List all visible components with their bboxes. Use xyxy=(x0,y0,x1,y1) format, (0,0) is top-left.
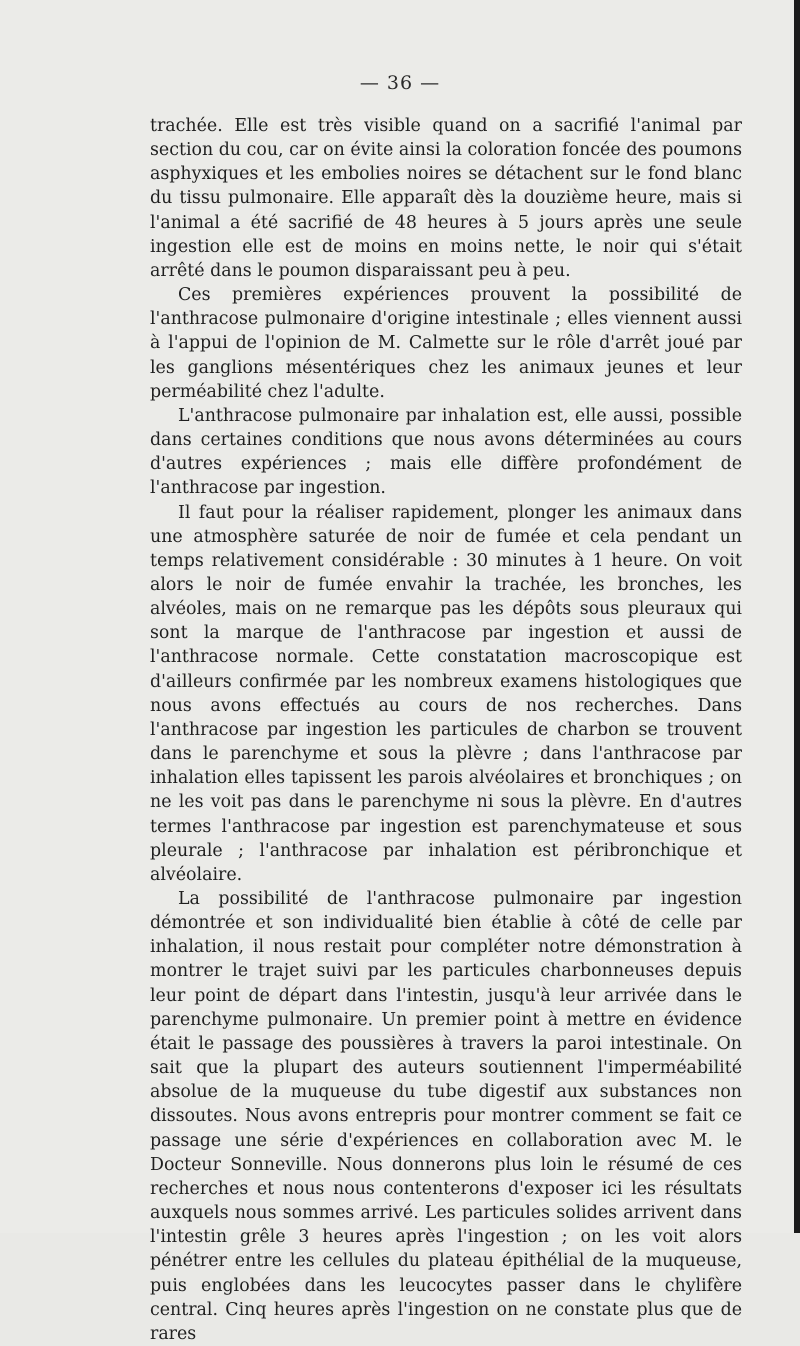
paragraph: L'anthracose pulmonaire par inhalation est, elle aussi, possible dans certaines conditions que nous avons déterminées au cours d'autres expériences ; mais elle diffère profondément de l'anthracose par ingestion. xyxy=(150,405,742,499)
page-edge-shadow xyxy=(794,0,800,1233)
page-number: — 36 — xyxy=(359,72,441,94)
paragraph: Il faut pour la réaliser rapidement, plonger les animaux dans une atmosphère saturée de noir de fumée et cela pendant un temps relativement considérable : 30 minutes à 1 heure. On voit alors le noir de fumée envahir la trachée, les bronches, les alvéoles, mais on ne remarque pas les dépôts sous pleuraux qui sont la marque de l'anthracose par ingestion et aussi de l'anthracose normale. Cette constatation macroscopique est d'ailleurs confirmée par les nombreux examens histologiques que nous avons effectués au cours de nos recherches. Dans l'anthracose par ingestion les particules de charbon se trouvent dans le parenchyme et sous la plèvre ; dans l'anthracose par inhalation elles tapissent les parois alvéolaires et bronchiques ; on ne les voit pas dans le parenchyme ni sous la plèvre. En d'autres termes l'anthracose par ingestion est parenchymateuse et sous pleurale ; l'anthracose par inhalation est péribronchique et alvéolaire. xyxy=(150,502,742,885)
paragraph: La possibilité de l'anthracose pulmonaire par ingestion démontrée et son individualité bien établie à côté de celle par inhalation, il nous restait pour compléter notre démonstration à montrer le trajet suivi par les particules charbonneuses depuis leur point de départ dans l'intestin, jusqu'à leur arrivée dans le parenchyme pulmonaire. Un premier point à mettre en évidence était le passage des poussières à travers la paroi intestinale. On sait que la plupart des auteurs soutiennent l'imperméabilité absolue de la muqueuse du tube digestif aux substances non dissoutes. Nous avons entrepris pour montrer comment se fait ce passage une série d'expériences en collaboration avec M. le Docteur Sonneville. Nous donnerons plus loin le résumé de ces recherches et nous nous contenterons d'exposer ici les résultats auxquels nous sommes arrivé. Les particules solides arrivent dans l'intestin grêle 3 heures après l'ingestion ; on les voit alors pénétrer entre les cellules du plateau épithélial de la muqueuse, puis englobées dans les leucocytes passer dans le chylifère central. Cinq heures après l'ingestion on ne constate plus que de rares xyxy=(150,889,742,1344)
body-text xyxy=(150,114,742,1346)
paragraph-continuation: trachée. Elle est très visible quand on a sacrifié l'animal par section du cou, car on évite ainsi la coloration foncée des poumons asphyxiques et les embolies noires se détachent sur le fond blanc du tissu pulmonaire. Elle apparaît dès la douzième heure, mais si l'animal a été sacrifié de 48 heures à 5 jours après une seule ingestion elle est de moins en moins nette, le noir qui s'était arrêté dans le poumon disparaissant peu à peu. xyxy=(150,116,742,281)
paragraph: Ces premières expériences prouvent la possibilité de l'anthracose pulmonaire d'origine intestinale ; elles viennent aussi à l'appui de l'opinion de M. Calmette sur le rôle d'arrêt joué par les ganglions mésentériques chez les animaux jeunes et leur perméabilité chez l'adulte. xyxy=(150,285,742,402)
